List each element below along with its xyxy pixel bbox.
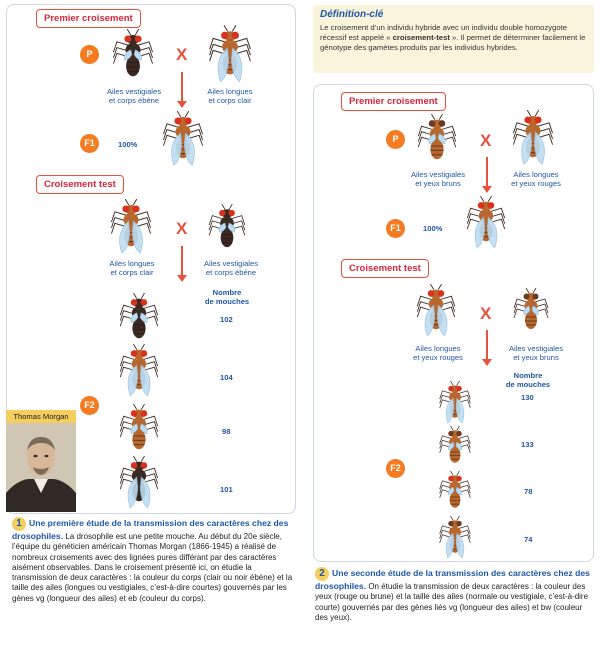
doc1-test1-caption <box>100 259 164 277</box>
thomas-morgan-portrait <box>6 410 76 512</box>
portrait-label: Thomas Morgan <box>6 410 76 423</box>
doc1-parent1-caption <box>102 87 166 105</box>
doc2-count-4: 74 <box>524 535 533 544</box>
caption-line: et corps ébène <box>205 268 257 277</box>
doc2-test1-fly <box>414 283 458 338</box>
doc2-arrow-f1 <box>486 157 488 187</box>
caption-line: Ailes vestigiales <box>508 344 564 353</box>
caption-line: Ailes vestigiales <box>106 87 162 96</box>
doc1-count-2: 104 <box>220 373 233 382</box>
definition-box <box>313 5 594 73</box>
caption-line: Ailes longues <box>513 170 559 179</box>
definition-term: croisement-test <box>392 33 450 42</box>
doc2-parent1-fly <box>415 113 459 168</box>
portrait-illustration <box>6 423 76 512</box>
doc1-parent2-fly <box>206 24 254 84</box>
doc1-badge-p: P <box>80 45 99 64</box>
doc2-caption-body: On étudie la transmission de deux caractères : la couleur des yeux (rouge ou brune) et la taille des ailes (normale ou vestigiale, c’est-à-dire courte) gouvernés par des gènes liés vg (longueur des ailes) et bw (couleur des yeux). <box>315 582 589 622</box>
doc2-cross-symbol: X <box>480 131 492 150</box>
doc2-parent1-caption <box>406 170 470 188</box>
caption-line: et corps clair <box>110 268 154 277</box>
doc2-caption <box>315 567 597 623</box>
doc1-f2-fly-2 <box>117 343 161 398</box>
definition-text-after: ». Il permet de déterminer facilement le génotype des gamètes produits par les individus hybrides. <box>320 33 586 52</box>
count-header-line: Nombre <box>212 288 242 297</box>
count-header-line: de mouches <box>204 297 250 306</box>
caption-line: Ailes longues <box>109 259 155 268</box>
doc1-caption <box>12 517 298 604</box>
doc2-parent2-fly <box>510 109 556 167</box>
caption-line: Ailes vestigiales <box>203 259 259 268</box>
definition-title: Définition-clé <box>320 9 384 20</box>
doc2-arrow-f2 <box>486 330 488 360</box>
doc1-f2-fly-1 <box>117 292 161 347</box>
doc1-badge-f2: F2 <box>80 396 99 415</box>
doc1-test1-fly <box>108 198 154 256</box>
doc2-caption-number: 2 <box>315 567 329 581</box>
caption-line: Ailes longues <box>207 87 253 96</box>
doc1-test2-fly <box>206 203 248 256</box>
definition-text <box>320 23 587 53</box>
doc1-badge-f1: F1 <box>80 134 99 153</box>
doc2-f1-percent: 100% <box>423 224 443 233</box>
caption-line: et corps ébène <box>108 96 160 105</box>
doc1-f2-fly-4 <box>117 455 161 510</box>
doc1-f2-fly-3 <box>117 403 161 458</box>
doc1-parent1-fly <box>110 28 156 86</box>
doc1-f1-fly <box>160 110 206 168</box>
caption-line: Ailes longues <box>415 344 461 353</box>
doc2-count-header <box>499 371 557 389</box>
doc2-badge-f2: F2 <box>386 459 405 478</box>
doc1-first-cross-tag: Premier croisement <box>36 9 141 28</box>
caption-line: et corps clair <box>208 96 252 105</box>
doc2-badge-p: P <box>386 130 405 149</box>
doc2-parent2-caption <box>504 170 568 188</box>
doc2-caption-title: Une seconde étude de la transmission des caractères chez des drosophiles. <box>315 568 590 591</box>
doc2-f2-fly-4 <box>437 515 473 560</box>
doc2-f1-fly <box>464 195 508 250</box>
doc2-count-3: 78 <box>524 487 533 496</box>
doc1-count-4: 101 <box>220 485 233 494</box>
doc2-f2-fly-3 <box>437 470 473 515</box>
count-header-line: de mouches <box>505 380 551 389</box>
caption-line: et yeux rouges <box>511 179 561 188</box>
doc1-parent2-caption <box>198 87 262 105</box>
doc1-caption-number: 1 <box>12 517 26 531</box>
doc2-first-cross-tag: Premier croisement <box>341 92 446 111</box>
portrait-photo <box>6 423 76 512</box>
doc2-f2-fly-1 <box>437 380 473 425</box>
doc2-count-1: 130 <box>521 393 534 402</box>
doc1-caption-title: Une première étude de la transmission des caractères chez des drosophiles. <box>12 518 289 541</box>
doc2-count-2: 133 <box>521 440 534 449</box>
doc1-test-cross-tag: Croisement test <box>36 175 124 194</box>
doc2-test2-caption <box>503 344 569 362</box>
caption-line: et yeux rouges <box>413 353 463 362</box>
caption-line: Ailes vestigiales <box>410 170 466 179</box>
doc1-count-header <box>198 288 256 306</box>
caption-line: et yeux bruns <box>513 353 559 362</box>
doc2-cross-symbol-2: X <box>480 304 492 323</box>
caption-line: et yeux bruns <box>415 179 461 188</box>
doc2-test2-fly <box>511 287 551 337</box>
doc1-f1-percent: 100% <box>118 140 138 149</box>
doc1-count-1: 102 <box>220 315 233 324</box>
doc1-count-3: 98 <box>222 427 231 436</box>
count-header-line: Nombre <box>513 371 543 380</box>
doc1-arrow-f2 <box>181 246 183 276</box>
doc2-badge-f1: F1 <box>386 219 405 238</box>
doc1-cross-symbol: X <box>176 45 188 64</box>
doc2-test-cross-tag: Croisement test <box>341 259 429 278</box>
doc1-arrow-f1 <box>181 72 183 102</box>
doc1-caption-body: La drosophile est une petite mouche. Au début du 20e siècle, l’équipe du généticien américain Thomas Morgan (1866-1945) a réalisé de nombreux croisements avec des lignées pures différant par des caractères aisément observables. Dans le croisement présenté ici, on étudie la transmission de deux caractères : la couleur du corps (clair ou noir ébène) et la taille des ailes (longues ou vestigiales, c’est-à-dire courtes) gouvernés par les gènes vg (longueur des ailes) et eb (couleur du corps). <box>12 532 293 603</box>
definition-text-before: Le croisement d’un individu hybride avec un individu double homozygote récessif est appelé « <box>320 23 568 42</box>
doc2-f2-fly-2 <box>437 425 473 470</box>
doc1-test2-caption <box>198 259 264 277</box>
doc2-test1-caption <box>406 344 470 362</box>
doc1-cross-symbol-2: X <box>176 219 188 238</box>
